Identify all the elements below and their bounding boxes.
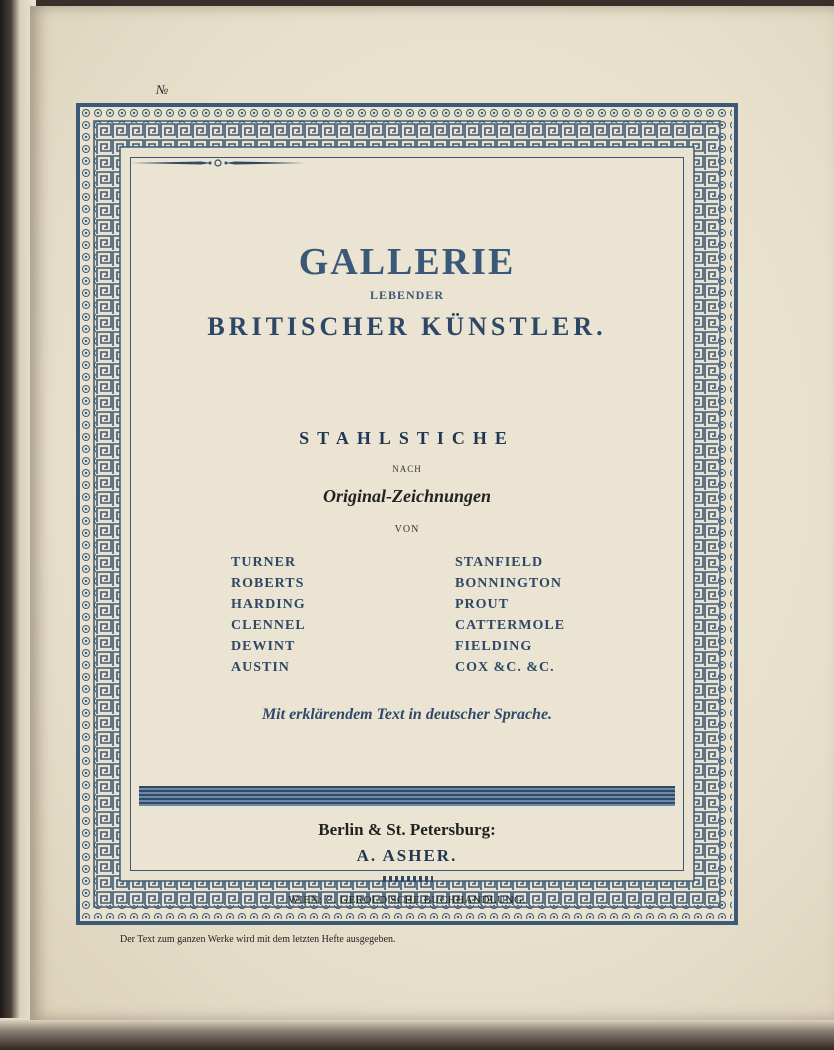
artist-name: TURNER xyxy=(231,555,297,570)
artist-name: CLENNEL xyxy=(231,618,306,633)
section-heading: STAHLSTICHE xyxy=(299,428,515,448)
footnote: Der Text zum ganzen Werke wird mit dem letzten Hefte ausgegeben. xyxy=(120,934,396,945)
title-panel xyxy=(130,157,684,906)
publisher-name: A. ASHER. xyxy=(356,846,458,865)
main-title: GALLERIE xyxy=(298,241,516,283)
originals-heading: Original-Zeichnungen xyxy=(322,486,492,506)
artist-name: PROUT xyxy=(455,597,509,612)
artist-column-left xyxy=(231,552,306,678)
connector-von: VON xyxy=(394,524,420,535)
decorative-border xyxy=(76,103,738,925)
publication-place: Berlin & St. Petersburg: xyxy=(318,820,496,839)
title-connector: LEBENDER xyxy=(369,288,445,302)
artist-name: COX &C. &C. xyxy=(455,660,555,675)
artist-name: CATTERMOLE xyxy=(455,618,566,633)
artist-name: FIELDING xyxy=(455,639,533,654)
ornament-divider xyxy=(131,158,305,168)
artist-column-right xyxy=(455,552,565,678)
small-ornament xyxy=(383,876,433,882)
subtitle: BRITISCHER KÜNSTLER. xyxy=(207,312,607,341)
artist-name: ROBERTS xyxy=(231,576,305,591)
artist-name: STANFIELD xyxy=(455,555,544,570)
ruled-divider xyxy=(139,786,675,806)
artist-name: AUSTIN xyxy=(231,660,290,675)
artist-name: HARDING xyxy=(231,597,306,612)
page-number-mark: № xyxy=(156,82,169,97)
book-edge xyxy=(0,1018,834,1050)
artist-name: DEWINT xyxy=(231,639,296,654)
explanation-line: Mit erklärendem Text in deutscher Sprache. xyxy=(261,706,553,723)
connector-nach: NACH xyxy=(392,464,422,474)
artist-name: BONNINGTON xyxy=(455,576,562,591)
vienna-distributor: WIEN: C. GEROLD'SCHE BUCHHANDLUNG. xyxy=(288,894,526,906)
